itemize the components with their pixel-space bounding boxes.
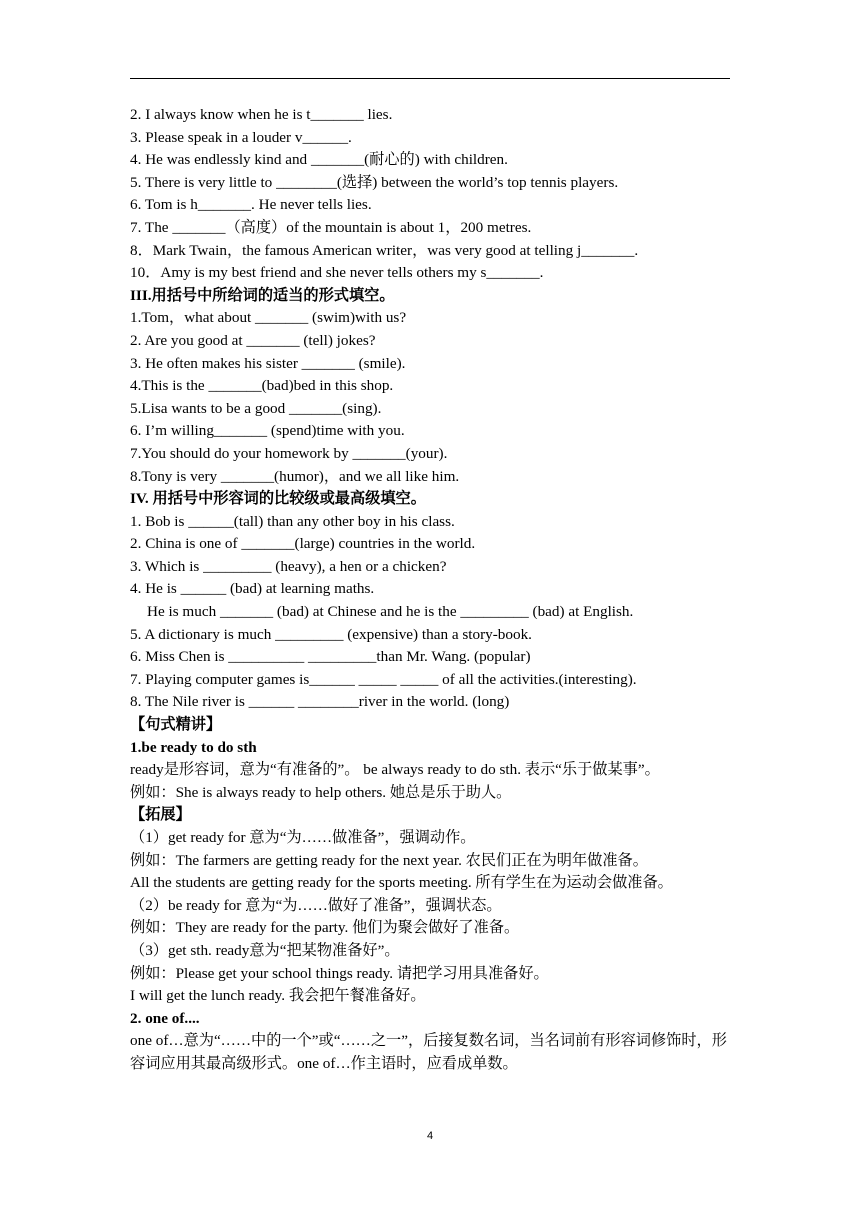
grammar-example: 例如：She is always ready to help others. 她总是乐于助人。 (130, 783, 512, 801)
exercise-line: 6. I’m willing_______ (spend)time with you. (130, 422, 405, 440)
grammar-example: 例如：Please get your school things ready. 请把学习用具准备好。 (130, 964, 549, 982)
exercise-line: 5.Lisa wants to be a good _______(sing). (130, 399, 382, 417)
exercise-line: He is much _______ (bad) at Chinese and he is the _________ (bad) at English. (147, 603, 634, 621)
exercise-line: 4. He is ______ (bad) at learning maths. (130, 580, 375, 598)
header-rule (130, 78, 730, 79)
grammar-text: ready是形容词，意为“有准备的”。 be always ready to do sth. 表示“乐于做某事”。 (130, 761, 660, 779)
exercise-line: 6. Tom is h_______. He never tells lies. (130, 196, 372, 214)
exercise-line: 7.You should do your homework by _______(your). (130, 444, 448, 462)
exercise-line: 8．Mark Twain，the famous American writer，was very good at telling j_______. (130, 241, 639, 259)
page-number: 4 (426, 1130, 434, 1142)
exercise-line: 6. Miss Chen is __________ _________than Mr. Wang. (popular) (130, 648, 531, 666)
exercise-line: 10．Amy is my best friend and she never tells others my s_______. (130, 264, 544, 282)
grammar-text: one of…意为“……中的一个”或“……之一”，后接复数名词，当名词前有形容词修饰时，形容词应用其最高级形式。one of…作主语时，应看成单数。 (130, 1032, 727, 1072)
exercise-line: 3. Which is _________ (heavy), a hen or a chicken? (130, 557, 447, 575)
grammar-point-title: 1.be ready to do sth (130, 738, 257, 756)
grammar-text: （3）get sth. ready意为“把某物准备好”。 (130, 941, 400, 959)
exercise-line: 2. Are you good at _______ (tell) jokes? (130, 331, 376, 349)
grammar-heading: 【句式精讲】 (130, 716, 222, 734)
page-content (130, 104, 735, 1076)
exercise-line: 2. China is one of _______(large) countries in the world. (130, 535, 476, 553)
grammar-text: （1）get ready for 意为“为……做准备”，强调动作。 (130, 829, 476, 846)
exercise-line: 7. Playing computer games is______ _____ _____ of all the activities.(interesting). (130, 670, 637, 688)
exercise-line: 2. I always know when he is t_______ lies. (130, 106, 393, 123)
exercise-line: 5. A dictionary is much _________ (expensive) than a story-book. (130, 625, 532, 643)
exercise-line: 7. The _______（高度）of the mountain is about 1，200 metres. (130, 218, 532, 236)
exercise-line: 1.Tom，what about _______ (swim)with us? (130, 309, 407, 327)
exercise-line: 4. He was endlessly kind and _______(耐心的) with children. (130, 151, 508, 169)
grammar-text: （2）be ready for 意为“为……做好了准备”，强调状态。 (130, 896, 502, 914)
grammar-point-title: 2. one of.... (130, 1009, 200, 1027)
grammar-example: 例如：The farmers are getting ready for the next year. 农民们正在为明年做准备。 (130, 851, 648, 869)
exercise-line: 8.Tony is very _______(humor)，and we all like him. (130, 467, 460, 485)
exercise-line: 1. Bob is ______(tall) than any other boy in his class. (130, 512, 455, 530)
grammar-example: All the students are getting ready for the sports meeting. 所有学生在为运动会做准备。 (130, 874, 673, 892)
exercise-line: 4.This is the _______(bad)bed in this shop. (130, 377, 394, 395)
extension-heading: 【拓展】 (130, 806, 191, 824)
grammar-example: 例如：They are ready for the party. 他们为聚会做好了准备。 (130, 919, 520, 937)
exercise-line: 3. Please speak in a louder v______. (130, 128, 352, 146)
exercise-line: 5. There is very little to ________(选择) between the world’s top tennis players. (130, 173, 619, 191)
grammar-example: I will get the lunch ready. 我会把午餐准备好。 (130, 987, 426, 1005)
exercise-line: 8. The Nile river is ______ ________river in the world. (long) (130, 693, 510, 711)
section-heading: III.用括号中所给词的适当的形式填空。 (130, 286, 395, 304)
section-heading: IV. 用括号中形容词的比较级或最高级填空。 (130, 490, 426, 508)
exercise-line: 3. He often makes his sister _______ (smile). (130, 354, 406, 372)
